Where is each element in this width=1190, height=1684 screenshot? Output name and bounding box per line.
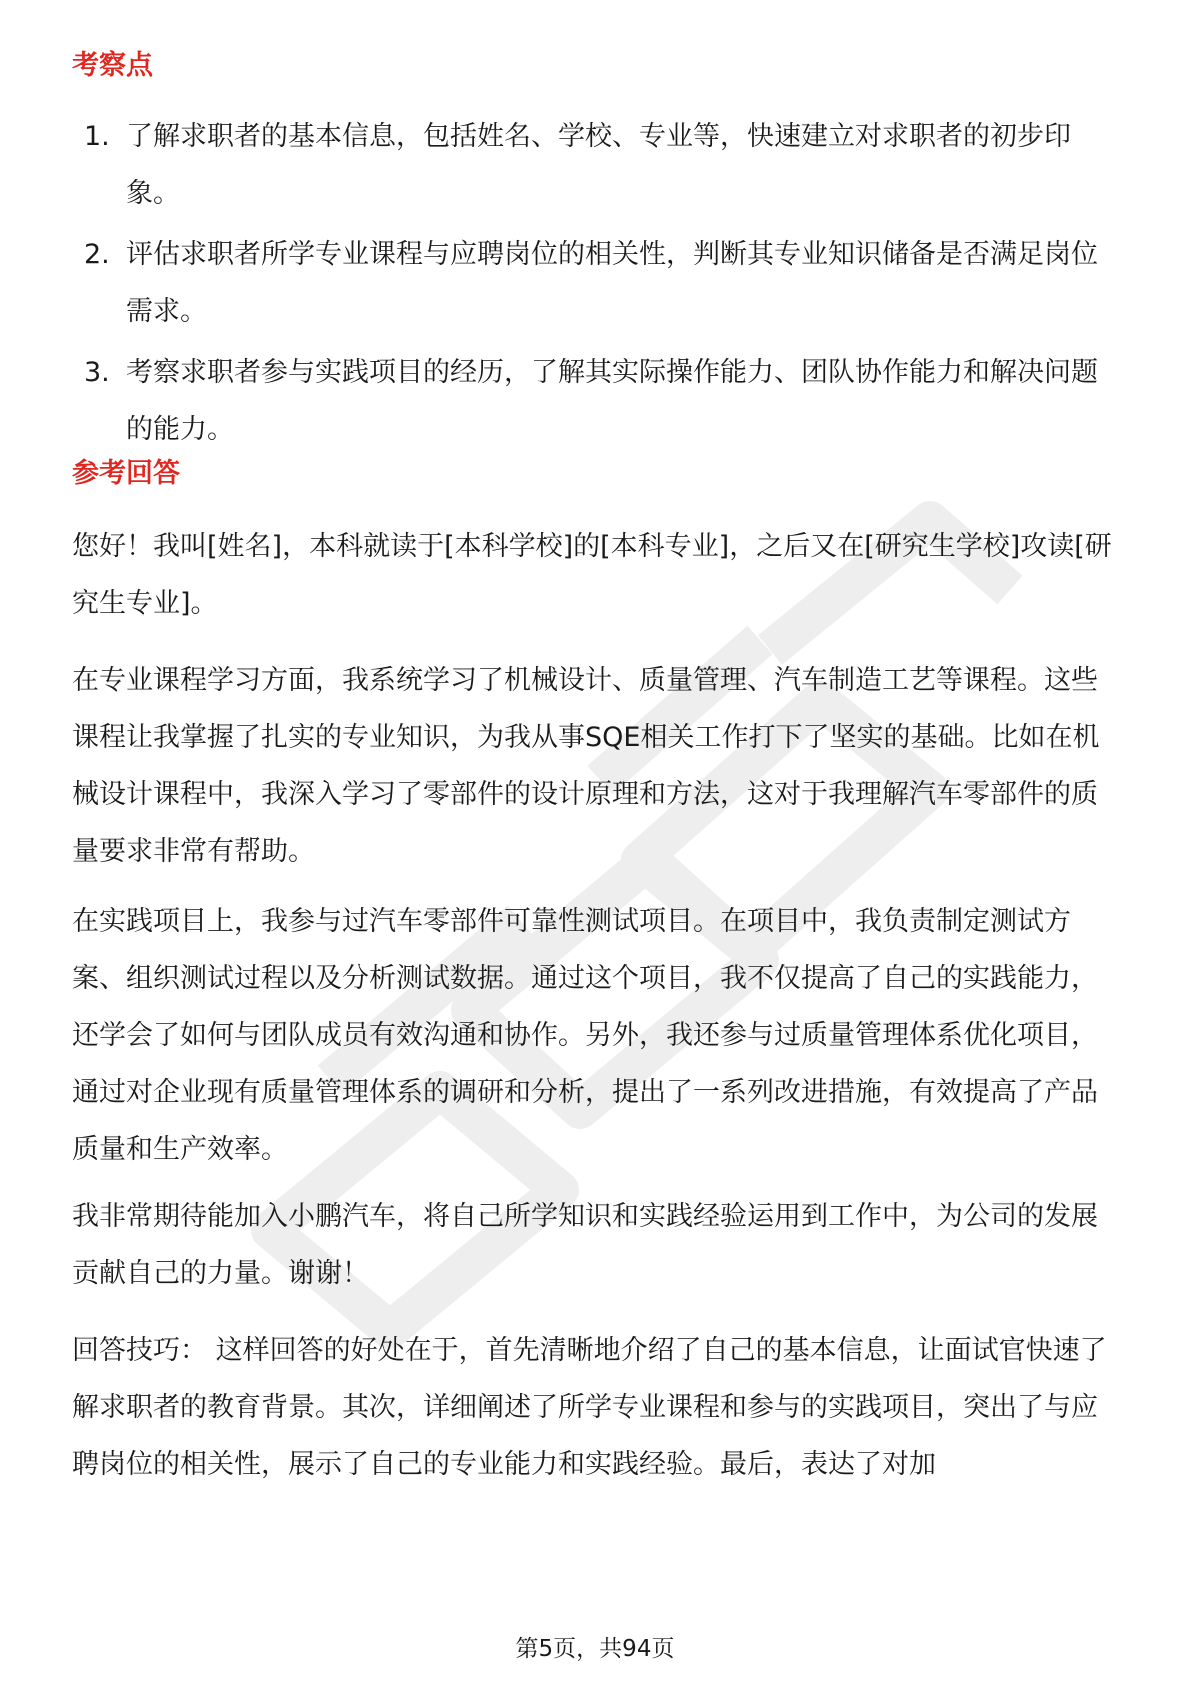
list-number: 3. — [84, 357, 110, 388]
list-number: 1. — [84, 121, 110, 152]
list-number: 2. — [84, 239, 110, 270]
exam-points-list — [72, 108, 1122, 462]
page-number: 第5页，共94页 — [515, 1636, 675, 1662]
reference-answer-title: 参考回答 — [72, 458, 180, 489]
answer-paragraph: 您好！我叫[姓名]，本科就读于[本科学校]的[本科专业]，之后又在[研究生学校]攻读[研究生专业]。 — [72, 531, 1112, 619]
list-item-text: 考察求职者参与实践项目的经历，了解其实际操作能力、团队协作能力和解决问题的能力。 — [126, 357, 1098, 445]
answer-tips-paragraph: 回答技巧： 这样回答的好处在于，首先清晰地介绍了自己的基本信息，让面试官快速了解求职者的教育背景。其次，详细阐述了所学专业课程和参与的实践项目，突出了与应聘岗位的相关性，展示了自己的专业能力和实践经验。最后，表达了对加 — [72, 1335, 1107, 1480]
list-item-text: 评估求职者所学专业课程与应聘岗位的相关性，判断其专业知识储备是否满足岗位需求。 — [126, 239, 1098, 327]
answer-paragraph: 我非常期待能加入小鹏汽车，将自己所学知识和实践经验运用到工作中，为公司的发展贡献自己的力量。谢谢！ — [72, 1201, 1098, 1289]
answer-paragraph: 在实践项目上，我参与过汽车零部件可靠性测试项目。在项目中，我负责制定测试方案、组织测试过程以及分析测试数据。通过这个项目，我不仅提高了自己的实践能力，还学会了如何与团队成员有效沟通和协作。另外，我还参与过质量管理体系优化项目，通过对企业现有质量管理体系的调研和分析，提出了一系列改进措施，有效提高了产品质量和生产效率。 — [72, 906, 1098, 1165]
answer-paragraph: 在专业课程学习方面，我系统学习了机械设计、质量管理、汽车制造工艺等课程。这些课程让我掌握了扎实的专业知识，为我从事SQE相关工作打下了坚实的基础。比如在机械设计课程中，我深入学习了零部件的设计原理和方法，这对于我理解汽车零部件的质量要求非常有帮助。 — [72, 665, 1100, 867]
list-item — [72, 108, 1122, 222]
exam-points-title: 考察点 — [72, 50, 153, 81]
list-item — [72, 226, 1122, 340]
list-item — [72, 344, 1122, 458]
list-item-text: 了解求职者的基本信息，包括姓名、学校、专业等，快速建立对求职者的初步印象。 — [126, 121, 1071, 209]
